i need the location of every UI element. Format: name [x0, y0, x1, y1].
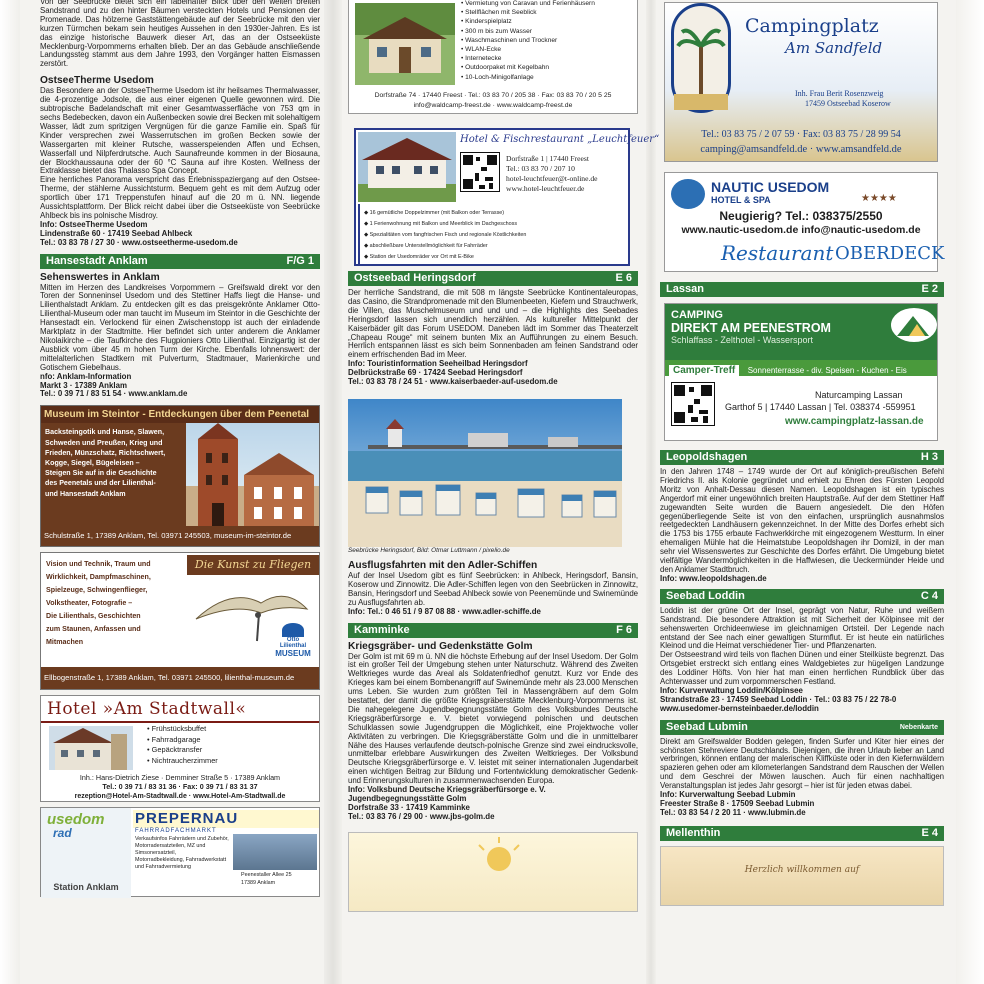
naturcamping-lassan-ad[interactable]	[664, 303, 938, 441]
lilienthal-text-line: Volkstheater, Fotografie –	[46, 599, 133, 608]
prepernau-subtitle: FAHRRADFACHMARKT	[135, 828, 217, 835]
usedomrad-panel	[41, 808, 131, 898]
mellenthin-ad[interactable]	[660, 846, 944, 906]
leuchtfeuer-title: Hotel & Fischrestaurant „Leuchtfeuer“	[460, 134, 660, 145]
steintor-tower-photo	[186, 423, 319, 528]
leopoldshagen-text: In den Jahren 1748 – 1749 wurde der Ort auf königlich-preußischen Befehl Friedrichs II. als Kolonie gegründet und erhielt zu Ehren des Fürsten Leopold Moritz von Anhalt-Dessau diesen Namen. Leopoldshagen ist ein typisches Angerdorf mit einer ungewöhnlich breiten Hauptstraße. Auf der dem Stettiner Haff zugewandten Seite wurden die Bauern angesiedelt. Die den Höfen gegenüberliegende Seite ist von den einfachen, ursprünglich ausnahmslos reetgedeckten Landhäusern gekennzeichnet. In der Mitte des Dorfes erhebt sich die 1753 bis 1755 erbaute Fachwerkkirche mit eingezogenem Westturm. In einer ehemaligen Mühle hat die Heimatstube Leopoldshagen ihr Domizil, in der man sehr viel Wissenswertes zur Geschichte des Dorfes erfährt. Die Umgebung bietet vielfältige Wandermöglichkeiten in die Haffwiesen, die Ueckermünder Heide und den Anklamer Stadtbruch.	[660, 467, 944, 574]
waldcamp-feature: • 10-Loch-Minigolfanlage	[461, 73, 534, 81]
prepernau-service-line: Motorradersatzteilen, MZ und Simsonersatzteil,	[135, 843, 206, 857]
waldcamp-feature: • Vermietung von Caravan und Ferienhäusern	[461, 0, 595, 7]
waldcamp-feature: • Internetecke	[461, 55, 502, 63]
nautic-web[interactable]: www.nautic-usedom.de info@nautic-usedom.de	[681, 224, 921, 236]
stadtwall-features	[147, 724, 218, 766]
prepernau-ad[interactable]	[40, 807, 320, 897]
heringsdorf-info: Info: Touristinformation Seeheilbad Heringsdorf	[348, 359, 528, 369]
stadtwall-email-web[interactable]: rezeption@Hotel-Am-Stadtwall.de · www.Hotel-Am-Stadtwall.de	[74, 793, 286, 801]
anklam-text: Mitten im Herzen des Landkreises Vorpommern – Greifswald direkt vor den Toren der Sonneninsel Usedom und des Stettiner Haffs liegt die Hanse- und Lilienthalstadt Anklam. Zu entdecken gilt es das preisgekrönte Anklamer Otto-Lilienthal-Museum oder man taucht im Museum im Steintor in die Geschichte der Hansestadt ein. Verlockend für einen Zwischenstopp ist auch der einladende Marktplatz in der Stadtmitte. Hier befindet sich unter anderem die Anklamer Nikolaikirche – die Taufkirche des Flugpioniers Otto Lilienthal. Einzigartig ist der Ausblick vom über 45 m hohen Turm der Kirche. Ebenfalls lohnenswert: der mittelalterlichen Stadtkern mit Pulverturm, Stadtmauer, Marienkirche und Gotischem Giebelhaus.	[40, 282, 320, 372]
waldcamp-ad[interactable]	[348, 0, 638, 114]
lassan-qr-code[interactable]	[671, 382, 715, 426]
loddin-web[interactable]: www.usedomer-bernsteinbaeder.de/loddin	[660, 703, 819, 713]
column-left	[40, 0, 320, 984]
steintor-text-line: des Peenetals und der Lilienthal-	[45, 479, 156, 488]
lubmin-contact[interactable]: Tel.: 03 83 54 / 2 20 11 · www.lubmin.de	[660, 807, 806, 817]
lassan-camping-label: CAMPING	[671, 309, 723, 321]
map-grid-key: Nebenkarte	[899, 723, 938, 731]
waldcamp-features	[461, 0, 595, 82]
camper-treff-label: Camper-Treff	[669, 365, 739, 377]
adler-text: Auf der Insel Usedom gibt es fünf Seebrücken: in Ahlbeck, Heringsdorf, Bansin, Koserow und Zinnowitz. Die Adler-Schiffen legen von den Seebrücken in Zinnowitz, Bansin, Heringsdorf und Seebad Ahlbeck sowie von Peenemünde und Swinemünde zu Ausflugsfahrten ab.	[348, 570, 638, 607]
stadtwall-feature: • Nichtraucherzimmer	[147, 755, 218, 765]
steintor-text-panel	[41, 423, 186, 528]
adler-contact[interactable]: Info: Tel.: 0 46 51 / 9 87 08 88 · www.adler-schiffe.de	[348, 606, 541, 616]
golm-address: Dorfstraße 33 · 17419 Kamminke	[348, 802, 470, 812]
anklam-heading: Sehenswertes in Anklam	[40, 271, 160, 283]
stadtwall-title: Hotel »Am Stadtwall«	[47, 699, 247, 720]
campingplatz-sandfeld-ad[interactable]	[664, 2, 938, 162]
loddin-text-2: Der Ostseestrand wird teils von flachen Dünen und einer Steilküste begrenzt. Das Ortsgebiet erstreckt sich entlang eines Waldgebietes zur hügeligen Landzunge des Loddiner Höfts. Von hier hat man einen herrlichen Rundblick über das Achterwasser und zum vorpommerschen Festland.	[660, 650, 944, 687]
steintor-text-line: Kogge, Siegel, Bügeleisen –	[45, 458, 140, 467]
leuchtfeuer-ad[interactable]	[354, 128, 660, 266]
tent-icon	[891, 308, 937, 342]
leuchtfeuer-contact-line: Dorfstraße 1 | 17440 Freest	[506, 154, 589, 163]
golm-info-2: Jugendbegegnungsstätte Golm	[348, 794, 467, 803]
map-grid-key: E 6	[615, 272, 632, 284]
therme-info: Info: OstseeTherme Usedom	[40, 219, 148, 229]
leuchtfeuer-feature: ◆ 1 Ferienwohnung mit Balkon und Meerblick im Dachgeschoss	[364, 221, 518, 227]
loddin-address: Strandstraße 23 · 17459 Seebad Loddin · Tel.: 03 83 75 / 22 78-0	[660, 694, 897, 704]
stadtwall-rule	[41, 721, 319, 723]
nautic-title: NAUTIC USEDOM	[711, 179, 830, 195]
adler-heading: Ausflugsfahrten mit den Adler-Schiffen	[348, 559, 538, 571]
lilienthal-text-line: Mitmachen	[46, 638, 84, 647]
sandfeld-owner: Inh. Frau Berit Rosenzweig	[795, 89, 884, 98]
waldcamp-feature: • Kinderspielplatz	[461, 18, 512, 26]
waldcamp-feature: • 300 m bis zum Wasser	[461, 27, 532, 35]
lassan-offers: Schlaffass - Zelthotel - Wassersport	[671, 335, 814, 345]
map-grid-key: E 2	[921, 283, 938, 295]
waldcamp-feature: • WLAN-Ecke	[461, 46, 502, 54]
map-grid-key: F/G 1	[286, 254, 314, 267]
nautic-stars: ★★★★	[861, 193, 897, 204]
lilienthal-text-panel	[41, 553, 186, 669]
stadtwall-feature: • Fahrradgarage	[147, 734, 201, 744]
leuchtfeuer-feature: ◆ Station der Usedomräder vor Ort mit E-Bike	[364, 254, 474, 260]
sandfeld-logo	[671, 3, 731, 113]
prepernau-service-line: Verkaufsinfos Fahrrädern und Zubehör,	[135, 836, 229, 843]
lubmin-text: Direkt am Greifswalder Bodden gelegen, finden Surfer und Kiter hier eines der schönsten Stehreviere Deutschlands. Diejenigen, die ihren Urlaub lieber an Land verbringen, können entlang der malerischen Kliffküste oder in den Kiefernwäldern spazieren gehen oder am kilometerlangen Sandstrand dem Rauschen der Wellen und dem Geschrei der Möwen lauschen. Auch für einen nachhaltigen Veranstaltungsplan ist jedes Jahr gesorgt – hier ist für jeden etwas dabei.	[660, 736, 944, 791]
lilienthal-logo-text: Otto Lilienthal	[279, 637, 307, 650]
lilienthal-text-line: Vision und Technik, Traum und	[46, 560, 151, 569]
leopoldshagen-info[interactable]: Info: www.leopoldshagen.de	[660, 573, 767, 583]
section-title: Kamminke	[354, 623, 410, 636]
lilienthal-text-line: Die Lilienthals, Geschichten	[46, 612, 141, 621]
lilienthal-museum-ad[interactable]	[40, 552, 320, 690]
prepernau-header	[133, 810, 319, 828]
column-gutter	[646, 0, 656, 984]
sandfeld-title: Campingplatz	[745, 15, 879, 37]
qr-code-icon	[461, 153, 499, 191]
map-grid-key: H 3	[920, 451, 938, 463]
stadtwall-hotel-photo	[49, 726, 133, 770]
prepernau-address	[241, 872, 292, 887]
golm-heading: Kriegsgräber- und Gedenkstätte Golm	[348, 640, 533, 652]
map-grid-key: E 4	[921, 826, 938, 839]
section-title: Seebad Loddin	[666, 589, 745, 602]
steintor-text	[45, 427, 182, 498]
lilienthal-text	[46, 558, 181, 649]
next-ad-teaser[interactable]	[348, 832, 638, 912]
sandfeld-phone[interactable]: Tel.: 03 83 75 / 2 07 59 · Fax: 03 83 75 / 28 99 54	[701, 129, 901, 140]
usedomrad-logo: usedom	[47, 811, 105, 829]
steintor-text-line: Frieden, Münzschatz, Richtschwert,	[45, 448, 166, 457]
golm-info: Info: Volksbund Deutsche Kriegsgräberfürsorge e. V.	[348, 785, 546, 795]
lassan-name: Naturcamping Lassan	[815, 390, 903, 400]
sandfeld-subtitle: Am Sandfeld	[785, 39, 883, 57]
therme-text-2: Eine herrliches Panorama verspricht das Erlebnisspaziergang auf den Ostsee-Therme, der stählerne Aussichtsturm. Bequem geht es mit dem Aufzug oder sportlich über 171 Treppenstufen hinauf auf die 20 m ü. NN. liegende Aussichtsplattform. Der Blick reicht dabei über die Ostseeküste von Seebrücke Ahlbeck bis ins polnische Misdroy.	[40, 175, 320, 220]
lassan-address: Garthof 5 | 17440 Lassan | Tel. 038374 -559951	[725, 402, 916, 412]
therme-text: Das Besondere an der OstseeTherme Usedom ist ihr heilsames Thermalwasser, die 4-prozentige Jodsole, die aus einer eigenen Quelle gewonnen wird. Die subtropische Badelandschaft mit einer Gesamtwasserfläche von 753 qm in sechs Bedebecken, davon ein Außenbecken sowie drei Becken mit solehaltigem Wasser, lädt zum spritzigen Vergnügen für die ganze Familie ein. Spaß für Kinder versprechen zwei Wasserrutschen im großen Becken sowie der Wassergarten mit kleiner Rutsche, wasserspeienden Affen und Echsen, Wasserfall und Nilpferdrutsche. Auch Saunafreunde kommen in der Biosauna, der Blockhaussauna oder der 60 °C Sauna auf ihre Kosten. Wellness der Extraklasse bietet das Thalasso Spa Concept.	[40, 86, 320, 176]
leuchtfeuer-contact	[506, 154, 598, 194]
page-margin-right	[956, 0, 984, 984]
qr-code-icon	[672, 383, 714, 425]
column-middle	[348, 0, 660, 984]
page-gutter	[324, 0, 342, 984]
therme-heading: OstseeTherme Usedom	[40, 75, 154, 87]
ahlbeck-intro: Von der Seebrücke bietet sich ein fabelhafter Blick über den weiten breiten Sandstrand und zu den hinter Bäumen versteckten Hotels und Pensionen der Promenade. Das hölzerne Gaststättengebäude auf der Seebrücke mit den vier kurzen Türmchen bekam sein heutiges Aussehen in den 1930er-Jahren. Es ist das einzige historische Bauwerk dieser Art, das an der Ostseeküste Mecklenburg-Vorpommerns erhalten blieb. Der an das Gebäude anschließende Landungssteg stammt aus dem Jahre 1993, den Vorgänger hatten Eismassen zerstört.	[40, 0, 320, 69]
lilienthal-text-line: Spielzeuge, Schwingenflieger,	[46, 586, 148, 595]
prepernau-city: 17389 Anklam	[241, 879, 276, 886]
therme-contact[interactable]: Tel.: 03 83 78 / 27 30 · www.ostseetherme-usedom.de	[40, 237, 238, 247]
stadtwall-owner: Inh.: Hans-Dietrich Ziese · Demminer Straße 5 · 17389 Anklam	[79, 773, 281, 783]
section-title: Ostseebad Heringsdorf	[354, 272, 476, 284]
section-bar-lubmin	[660, 720, 944, 735]
nautic-usedom-ad[interactable]	[664, 172, 945, 272]
section-title: Leopoldshagen	[666, 451, 748, 463]
oberdeck-label: OBERDECK	[835, 243, 945, 264]
prepernau-services	[135, 836, 231, 871]
therme-address: Lindenstraße 60 · 17419 Seebad Ahlbeck	[40, 228, 193, 238]
prepernau-title: PREPERNAU	[135, 810, 239, 828]
steintor-text-line: Backsteingotik und Hanse, Slawen,	[45, 428, 165, 437]
restaurant-label: Restaurant	[721, 241, 834, 265]
lassan-web[interactable]: www.campingplatz-lassan.de	[785, 416, 924, 427]
section-bar-leopoldshagen	[660, 450, 944, 465]
leuchtfeuer-feature: ◆ Spezialitäten vom fangfrischen Fisch und regionale Köstlichkeiten	[364, 232, 527, 238]
stadtwall-phone[interactable]: Tel.: 0 39 71 / 83 31 36 · Fax: 0 39 71 / 83 31 37	[102, 782, 258, 792]
leuchtfeuer-contact-line: hotel-leuchtfeuer@t-online.de	[506, 174, 598, 183]
nautic-subtitle: HOTEL & SPA	[711, 195, 771, 205]
leuchtfeuer-contact-line: Tel.: 03 83 70 / 207 10	[506, 164, 575, 173]
page-margin-left	[0, 0, 20, 984]
photo-caption: Seebrücke Heringsdorf, Bild: Otmar Luttmann / pixelio.de	[348, 546, 510, 554]
column-right	[660, 0, 944, 984]
section-bar-loddin	[660, 589, 944, 604]
usedomrad-logo-sub: rad	[53, 826, 72, 841]
leuchtfeuer-list-rule	[358, 204, 360, 264]
sandfeld-web[interactable]: camping@amsandfeld.de · www.amsandfeld.de	[700, 144, 902, 155]
lilienthal-address: Ellbogenstraße 1, 17389 Anklam, Tel. 03971 245500, lilienthal-museum.de	[41, 667, 319, 689]
lubmin-address: Freester Straße 8 · 17509 Seebad Lubmin	[660, 799, 815, 808]
prepernau-street: Peenestaller Allee 25	[241, 872, 292, 879]
mellenthin-welcome: Herzlich willkommen auf	[744, 864, 860, 875]
steintor-tower-illustration	[186, 423, 319, 528]
map-grid-key: F 6	[616, 623, 632, 636]
anklam-contact[interactable]: Tel.: 0 39 71 / 83 51 54 · www.anklam.de	[40, 389, 188, 399]
waldcamp-feature: • Waschmaschinen und Trockner	[461, 36, 558, 44]
leuchtfeuer-photo	[358, 132, 456, 202]
section-title: Lassan	[666, 283, 704, 295]
camper-treff-offers: Sonnenterrasse - div. Speisen - Kuchen - Eis	[747, 366, 907, 375]
heringsdorf-pier-photo	[348, 399, 622, 547]
heringsdorf-contact[interactable]: Tel.: 03 83 78 / 24 51 · www.kaiserbaeder-auf-usedom.de	[348, 377, 558, 387]
leuchtfeuer-feature: ◆ abschließbare Unterstellmöglichkeit für Fahrräder	[364, 243, 488, 249]
loddin-text: Loddin ist der grüne Ort der Insel, geprägt von Natur, Ruhe und weißem Sandstrand. Die besondere Attraktion ist mit Sicherheit der Kölpinsee mit der sehenswerten Orchideenwiese im gleichnamigen Ortsteil. Der Legende nach entstand der See nach einer gewaltigen Sturmflut. Er ist heute ein natürliches Kleinod und die Heimat verschiedener Tier- und Pflanzenarten.	[660, 605, 944, 651]
hotel-stadtwall-ad[interactable]	[40, 695, 320, 802]
steintor-text-line: Steigen Sie auf in die Geschichte	[45, 469, 157, 478]
nautic-phone[interactable]: Neugierig? Tel.: 038375/2550	[719, 209, 883, 223]
sandfeld-city: 17459 Ostseebad Koserow	[805, 99, 891, 108]
golm-text: Der Golm ist mit 69 m ü. NN die höchste Erhebung auf der Insel Usedom. Der Golm ist ein großer Teil der Umgebung stehen unter Naturschutz. Während des Zweiten Weltkrieges wurde das Areal als Soldatenfriedhof genutzt. Kurz vor Ende des Krieges kam bei einem Bombenangriff auf Swinemünde mehr als 23.000 Menschen ums Leben. Sie wurden zum größten Teil in Massengräbern auf dem Golm bestattet, der damit die größte Kriegsgräberstätte Mecklenburg-Vorpommerns ist. Die nahegelegene Jugendbegegnungsstätte Golm des Volksbundes Deutsche Kriegsgräberfürsorge e. V. bietet vorwiegend polnischen und deutschen Schulklassen sowie Jugendgruppen die Möglichkeit, eine Projektwoche voller Aktivitäten zu verbringen. Die Kriegsgräberstätte Golm und die in unmittelbarer Nähe des Hauses verlaufende deutsch-polnische Grenze sind zwei eindrucksvolle, unmittelbar erlebbare Auswirkungen des Zweiten Weltkrieges. Der Volksbund Deutsche Kriegsgräberfürsorge e. V. leistet mit seiner internationalen Jugendarbeit einen wichtigen Beitrag zur Bildung und Fortentwicklung demokratischer Gedenk- und Erinnerungskulturen in zusammenwachsenden Europa.	[348, 651, 638, 786]
section-title: Hansestadt Anklam	[46, 254, 148, 267]
lilienthal-text-line: zum Staunen, Anfassen und	[46, 625, 141, 634]
section-bar-mellenthin	[660, 826, 944, 841]
waldcamp-photo	[355, 3, 455, 85]
lassan-logo	[891, 308, 937, 342]
waldcamp-feature: • Stellflächen mit Seeblick	[461, 9, 537, 17]
camper-treff-bar	[665, 360, 937, 376]
anklam-address: Markt 3 · 17389 Anklam	[40, 380, 127, 390]
station-label: Station Anklam	[53, 882, 119, 893]
heringsdorf-text: Der herrliche Sandstrand, die mit 508 m längste Seebrücke Kontinentaleuropas, das Casino, die Strandpromenade mit den Blumenbeeten, Kiefern und Strauchwerk, die Villen, das Muschelmuseum und und und – die Highlights des Seebades Heringsdorf lassen sich unendlich herzählen. Als kultureller Mittelpunkt der Kaiserbäder gilt das Forum USEDOM. Daneben lädt im Sommer das Theaterzelt „Chapeau Rouge“ mit seinem bunten Mix an Aufführungen zu einem Besuch. Herrlich entspannen lässt es sich beim Sonnenbaden am feinen Sandstrand oder einem erfrischenden Bad im Meer.	[348, 288, 638, 360]
steintor-text-line: Schweden und Preußen, Krieg und	[45, 438, 163, 447]
lilienthal-text-line: Wirklichkeit, Dampfmaschinen,	[46, 573, 151, 582]
leuchtfeuer-contact-line: www.hotel-leuchtfeuer.de	[506, 184, 585, 193]
lilienthal-logo-icon	[282, 623, 304, 637]
map-grid-key: C 4	[920, 589, 938, 602]
lassan-tagline: DIREKT AM PEENESTROM	[671, 321, 831, 335]
prepernau-shop-photo	[233, 834, 317, 870]
pier-photo-block	[348, 399, 622, 556]
leuchtfeuer-features	[364, 208, 526, 263]
steintor-title: Museum im Steintor - Entdeckungen über dem Peenetal	[41, 406, 319, 423]
prepernau-service-line: Motorradbekleidung, Fahrradwerkstatt	[135, 857, 227, 864]
section-title: Mellenthin	[666, 826, 721, 839]
leuchtfeuer-qr-code[interactable]	[460, 152, 500, 192]
lilienthal-logo	[273, 623, 313, 658]
section-bar-lassan	[660, 282, 944, 297]
section-title: Seebad Lubmin	[666, 720, 748, 733]
palm-tree-icon	[674, 6, 728, 110]
stadtwall-feature: • Gepäcktransfer	[147, 745, 203, 755]
waldcamp-web[interactable]: info@waldcamp-freest.de · www.waldcamp-freest.de	[413, 102, 573, 109]
nautic-logo-icon	[671, 179, 705, 209]
loddin-info: Info: Kurverwaltung Loddin/Kölpinsee	[660, 685, 803, 695]
lilienthal-logo-word: MUSEUM	[275, 649, 311, 659]
lilienthal-slogan: Die Kunst zu Fliegen	[187, 555, 319, 575]
section-bar-kamminke	[348, 623, 638, 638]
lubmin-info: Info: Kurverwaltung Seebad Lubmin	[660, 790, 796, 800]
section-bar-heringsdorf	[348, 271, 638, 286]
golm-contact[interactable]: Tel.: 03 83 76 / 29 00 · www.jbs-golm.de	[348, 811, 495, 821]
sun-illustration	[349, 833, 639, 873]
heringsdorf-address: Delbrückstraße 69 · 17424 Seebad Heringsdorf	[348, 368, 523, 378]
stadtwall-feature: • Frühstücksbuffet	[147, 724, 207, 734]
steintor-museum-ad[interactable]	[40, 405, 320, 547]
anklam-info: nfo: Anklam-Information	[40, 371, 132, 381]
waldcamp-address: Dorfstraße 74 · 17440 Freest · Tel.: 03 83 70 / 205 38 · Fax: 03 83 70 / 20 5 25	[374, 92, 612, 99]
waldcamp-feature: • Outdoorpaket mit Kegelbahn	[461, 64, 550, 72]
steintor-address: Schulstraße 1, 17389 Anklam, Tel. 03971 245503, museum-im-steintor.de	[41, 526, 319, 546]
leuchtfeuer-feature: ◆ 16 gemütliche Doppelzimmer (mit Balkon oder Terrasse)	[364, 210, 505, 216]
section-bar-anklam	[40, 254, 320, 269]
steintor-text-line: und Hansestadt Anklam	[45, 489, 126, 498]
prepernau-service-line: und Fahrradvermietung	[135, 864, 192, 871]
